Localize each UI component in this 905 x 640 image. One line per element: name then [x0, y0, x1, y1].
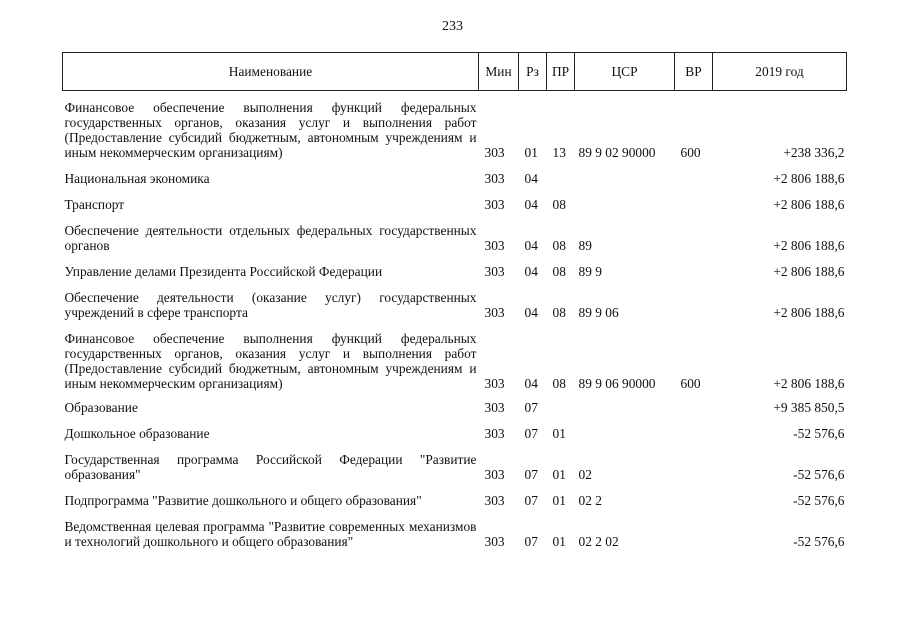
- row-pr: 08: [552, 305, 566, 320]
- table-row: [63, 482, 847, 508]
- table-row: [63, 391, 847, 415]
- row-vr: [675, 482, 713, 508]
- row-csr: 89: [578, 238, 592, 253]
- row-pr: [547, 391, 575, 415]
- row-sum: +9 385 850,5: [773, 400, 845, 415]
- row-rz: 04: [524, 197, 538, 212]
- header-vr: ВР: [675, 53, 713, 91]
- row-pr: 13: [552, 145, 566, 160]
- row-min: 303: [484, 426, 505, 441]
- row-rz: 04: [524, 171, 538, 186]
- row-csr: 89 9: [578, 264, 602, 279]
- page-number: 233: [442, 19, 463, 34]
- row-name: Национальная экономика: [64, 171, 210, 186]
- row-sum: +238 336,2: [783, 145, 845, 160]
- row-name: Подпрограмма "Развитие дошкольного и общего образования": [64, 493, 422, 508]
- row-vr: [675, 441, 713, 482]
- row-vr: 600: [680, 145, 701, 160]
- budget-table: [62, 52, 847, 549]
- row-rz: 07: [524, 467, 538, 482]
- row-min: 303: [484, 238, 505, 253]
- row-csr: 02 2: [578, 493, 602, 508]
- row-pr: 01: [552, 426, 566, 441]
- row-min: 303: [484, 171, 505, 186]
- row-rz: 07: [524, 426, 538, 441]
- table-row: [63, 160, 847, 186]
- row-vr: [675, 279, 713, 320]
- row-pr: 08: [552, 238, 566, 253]
- row-sum: -52 576,6: [793, 426, 845, 441]
- row-rz: 07: [524, 534, 538, 549]
- row-pr: [547, 160, 575, 186]
- table-row: [63, 441, 847, 482]
- row-min: 303: [484, 376, 505, 391]
- row-sum: +2 806 188,6: [773, 376, 845, 391]
- row-sum: +2 806 188,6: [773, 171, 845, 186]
- row-min: 303: [484, 534, 505, 549]
- header-csr: ЦСР: [575, 53, 675, 91]
- row-pr: 01: [552, 534, 566, 549]
- table-header-row: [63, 53, 847, 91]
- row-sum: +2 806 188,6: [773, 305, 845, 320]
- row-sum: -52 576,6: [793, 467, 845, 482]
- row-rz: 04: [524, 238, 538, 253]
- header-min: Мин: [479, 53, 519, 91]
- row-min: 303: [484, 493, 505, 508]
- row-pr: 08: [552, 264, 566, 279]
- row-rz: 04: [524, 305, 538, 320]
- row-name: Транспорт: [64, 197, 125, 212]
- row-rz: 04: [524, 376, 538, 391]
- row-pr: 01: [552, 467, 566, 482]
- table-row: [63, 279, 847, 320]
- row-min: 303: [484, 264, 505, 279]
- row-sum: -52 576,6: [793, 493, 845, 508]
- header-pr: ПР: [547, 53, 575, 91]
- row-vr: 600: [680, 376, 701, 391]
- table-row: [63, 212, 847, 253]
- row-sum: -52 576,6: [793, 534, 845, 549]
- row-rz: 01: [524, 145, 538, 160]
- row-vr: [675, 391, 713, 415]
- row-vr: [675, 415, 713, 441]
- row-vr: [675, 186, 713, 212]
- header-rz: Рз: [519, 53, 547, 91]
- row-pr: 08: [552, 376, 566, 391]
- row-name: Финансовое обеспечение выполнения функций федеральных государственных органов, оказания услуг и выполнения работ (Предоставление субсидий бюджетным, автономным учреждениям и иным некоммерческим организациям): [64, 331, 477, 391]
- row-name: Ведомственная целевая программа "Развитие современных механизмов и технологий дошкольного и общего образования": [64, 519, 477, 549]
- row-min: 303: [484, 400, 505, 415]
- row-csr: [575, 415, 675, 441]
- row-vr: [675, 508, 713, 549]
- row-name: Финансовое обеспечение выполнения функций федеральных государственных органов, оказания услуг и выполнения работ (Предоставление субсидий бюджетным, автономным учреждениям и иным некоммерческим организациям): [64, 100, 477, 160]
- row-sum: +2 806 188,6: [773, 264, 845, 279]
- row-csr: [575, 160, 675, 186]
- table-row: [63, 415, 847, 441]
- table-row: [63, 320, 847, 391]
- row-min: 303: [484, 197, 505, 212]
- row-vr: [675, 212, 713, 253]
- row-vr: [675, 253, 713, 279]
- row-name: Дошкольное образование: [64, 426, 210, 441]
- row-csr: 02 2 02: [578, 534, 619, 549]
- row-name: Обеспечение деятельности отдельных федеральных государственных органов: [64, 223, 477, 253]
- row-min: 303: [484, 467, 505, 482]
- header-name: Наименование: [63, 53, 479, 91]
- row-name: Государственная программа Российской Федерации "Развитие образования": [64, 452, 477, 482]
- row-min: 303: [484, 145, 505, 160]
- row-rz: 07: [524, 400, 538, 415]
- header-year: 2019 год: [713, 53, 847, 91]
- row-min: 303: [484, 305, 505, 320]
- row-csr: 02: [578, 467, 592, 482]
- row-name: Управление делами Президента Российской Федерации: [64, 264, 383, 279]
- row-csr: 89 9 02 90000: [578, 145, 656, 160]
- row-csr: [575, 391, 675, 415]
- row-sum: +2 806 188,6: [773, 238, 845, 253]
- row-csr: 89 9 06 90000: [578, 376, 656, 391]
- row-name: Обеспечение деятельности (оказание услуг) государственных учреждений в сфере транспорта: [64, 290, 477, 320]
- table-row: [63, 186, 847, 212]
- row-sum: +2 806 188,6: [773, 197, 845, 212]
- row-rz: 07: [524, 493, 538, 508]
- row-name: Образование: [64, 400, 138, 415]
- row-csr: [575, 186, 675, 212]
- table-row: [63, 508, 847, 549]
- row-vr: [675, 160, 713, 186]
- table-row: [63, 253, 847, 279]
- row-pr: 01: [552, 493, 566, 508]
- row-csr: 89 9 06: [578, 305, 619, 320]
- row-pr: 08: [552, 197, 566, 212]
- table-row: [63, 91, 847, 161]
- row-rz: 04: [524, 264, 538, 279]
